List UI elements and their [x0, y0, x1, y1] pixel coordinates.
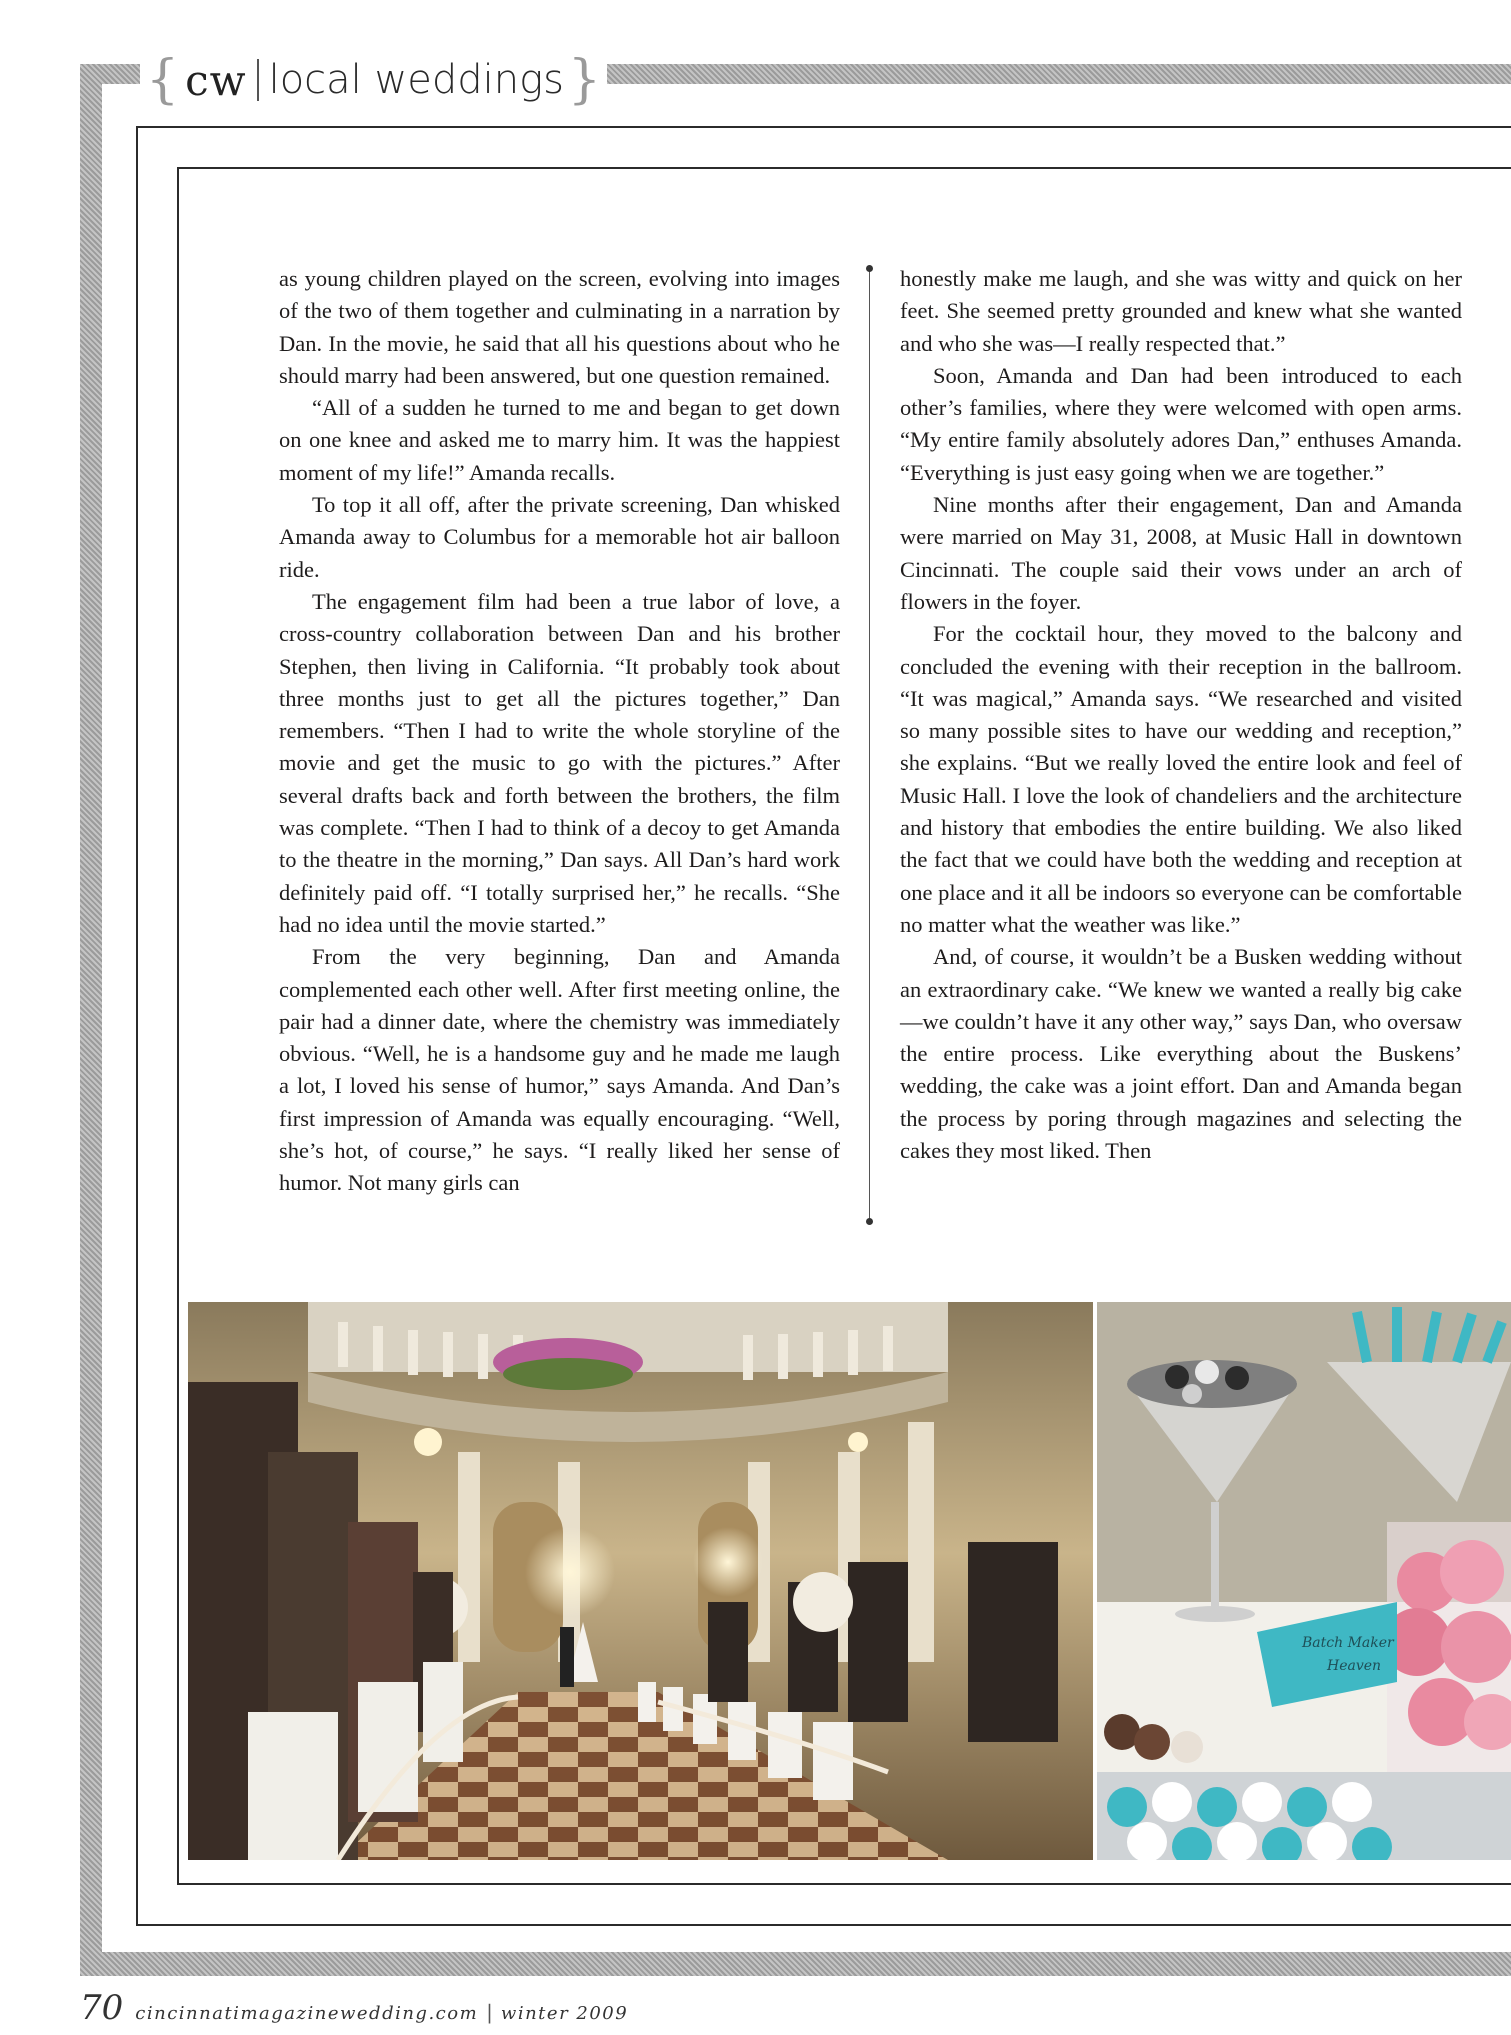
paragraph: Nine months after their engagement, Dan and Amanda were married on May 31, 2008, at Music Hall in downtown Cincinnati. The couple said their vows under an arch of flowers in the foyer.: [900, 492, 1462, 614]
right-brace-icon: }: [567, 50, 602, 110]
paragraph: To top it all off, after the private screening, Dan whisked Amanda away to Columbus for a memorable hot air balloon ride.: [279, 492, 840, 582]
paragraph: Soon, Amanda and Dan had been introduced to each other’s families, where they were welcomed with open arms. “My entire family absolutely adores Dan,” enthuses Amanda. “Everything is just easy going when we are together.”: [900, 362, 1462, 485]
divider-dot-bottom: [866, 1218, 873, 1225]
paragraph: “All of a sudden he turned to me and began to get down on one knee and asked me to marry him. It was the happiest moment of my life!” Amanda recalls.: [279, 395, 840, 485]
candy-bar-photo: [1097, 1302, 1511, 1860]
paragraph: For the cocktail hour, they moved to the balcony and concluded the evening with their reception in the ballroom. “It was magical,” Amanda says. “We researched and visited so many possible sites to have our wedding and reception,” she explains. “But we really loved the entire look and feel of Music Hall. I love the look of chandeliers and the architecture and history that embodies the entire building. We also liked the fact that we could have both the wedding and reception at one place and it all be indoors so everyone can be comfortable no matter what the weather was like.”: [900, 621, 1462, 937]
footer-separator: |: [486, 2000, 493, 2024]
column-divider: [869, 270, 870, 1220]
paragraph: The engagement film had been a true labor of love, a cross-country collaboration between Dan and his brother Stephen, then living in California. “It probably took about three months just to get all the pictures together,” Dan remembers. “Then I had to write the whole storyline of the movie and get the music to go with the pictures.” After several drafts back and forth between the brothers, the film was complete. “Then I had to think of a decoy to get Amanda to the theatre in the morning,” Dan says. All Dan’s hard work definitely paid off. “I totally surprised her,” he recalls. “She had no idea until the movie started.”: [279, 588, 840, 937]
paragraph: honestly make me laugh, and she was witty and quick on her feet. She seemed pretty grounded and knew what she wanted and who she was—I really respected that.”: [900, 266, 1462, 356]
paragraph: as young children played on the screen, evolving into images of the two of them together and culminating in a narration by Dan. In the movie, he said that all his questions about who he should marry had been answered, but one question remained.: [279, 266, 840, 388]
place-card-line2: Heaven: [1327, 1658, 1382, 1674]
left-brace-icon: {: [146, 50, 180, 110]
website-url: cincinnatimagazinewedding.com: [135, 2003, 479, 2024]
section-title: local weddings: [268, 57, 564, 103]
issue-label: winter 2009: [500, 2003, 629, 2024]
paragraph: And, of course, it wouldn’t be a Busken wedding without an extraordinary cake. “We knew we wanted a really big cake—we couldn’t have it any other way,” says Dan, who oversaw the entire process. Like everything about the Buskens’ wedding, the cake was a joint effort. Dan and Amanda began the process by poring through magazines and selecting the cakes they most liked. Then: [900, 944, 1462, 1164]
ceremony-photo: [188, 1302, 1093, 1860]
article-column-right: [900, 263, 1462, 1167]
place-card-line1: Batch Maker: [1302, 1635, 1394, 1651]
brand-logo: cw: [185, 55, 247, 105]
section-header: [140, 52, 607, 108]
header-divider: [257, 59, 259, 101]
divider-dot-top: [866, 265, 873, 272]
paragraph: From the very beginning, Dan and Amanda complemented each other well. After first meeting online, the pair had a dinner date, where the chemistry was immediately obvious. “Well, he is a handsome guy and he made me laugh a lot, I loved his sense of humor,” says Amanda. And Dan’s first impression of Amanda was equally encouraging. “Well, she’s hot, of course,” he says. “I really liked her sense of humor. Not many girls can: [279, 944, 840, 1196]
page-number: 70: [80, 1988, 124, 2028]
page-footer: [80, 1988, 628, 2028]
article-column-left: [279, 263, 840, 1200]
